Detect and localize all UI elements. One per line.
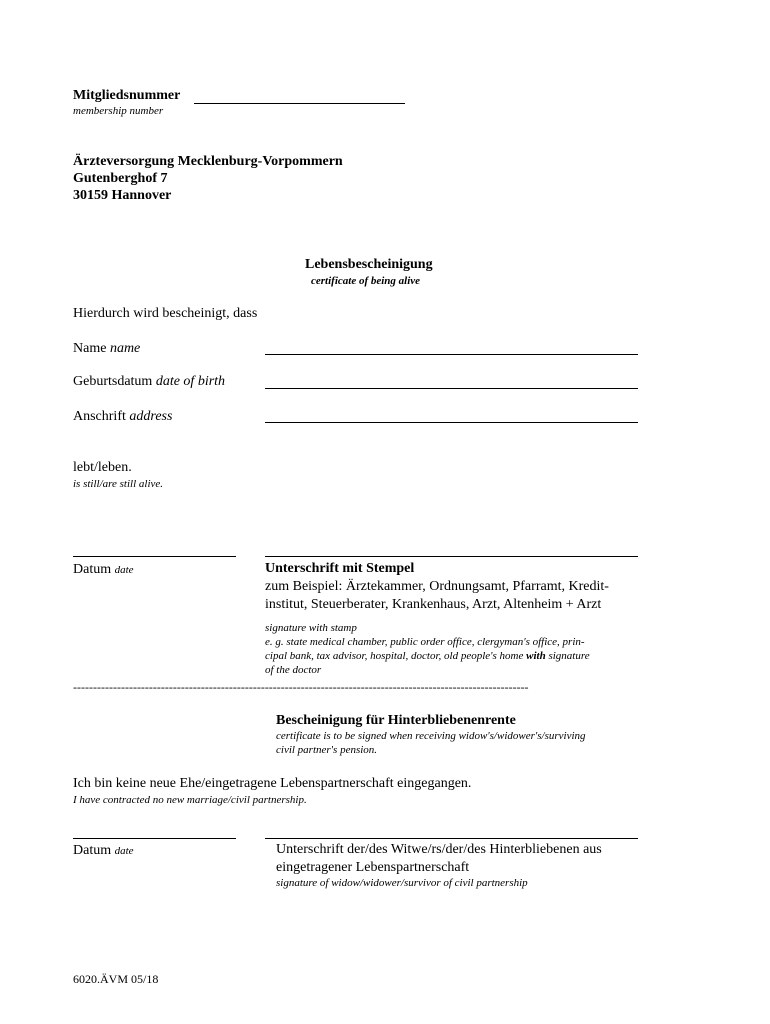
- date-label-1-de: Datum: [73, 562, 112, 577]
- address-line-3: 30159 Hannover: [73, 188, 172, 203]
- date-label-2-de: Datum: [73, 843, 112, 858]
- membership-number-label-en: membership number: [73, 105, 164, 117]
- name-field[interactable]: [265, 354, 638, 355]
- cut-separator: ------------------------------------------------------------------------------------------------------------------: [73, 680, 529, 694]
- signature-en-line-1: signature with stamp: [265, 622, 357, 634]
- signature-field-2[interactable]: [265, 838, 638, 839]
- birth-date-field[interactable]: [265, 388, 638, 389]
- survivor-signature-line-1: Unterschrift der/des Witwe/rs/der/des Hinterbliebenen aus: [276, 842, 602, 857]
- signature-en-line-3: [265, 650, 590, 662]
- survivor-en-line-2: civil partner's pension.: [276, 744, 378, 756]
- address-line-2: Gutenberghof 7: [73, 171, 168, 186]
- survivor-statement: Ich bin keine neue Ehe/eingetragene Lebenspartnerschaft eingegangen.: [73, 776, 472, 791]
- alive-text-en: is still/are still alive.: [73, 478, 164, 490]
- survivor-title: Bescheinigung für Hinterbliebenenrente: [276, 713, 516, 728]
- survivor-signature-line-2: eingetragener Lebenspartnerschaft: [276, 860, 470, 875]
- signature-en-line-3c: signature: [548, 650, 590, 662]
- name-label: [73, 341, 140, 357]
- signature-en-line-3a: cipal bank, tax advisor, hospital, doctor, old people's home: [265, 650, 524, 662]
- alive-text: lebt/leben.: [73, 460, 132, 475]
- address-label-de: Anschrift: [73, 409, 126, 424]
- date-label-2-en: date: [114, 845, 134, 857]
- birth-label: [73, 374, 225, 390]
- membership-number-line[interactable]: [194, 103, 405, 104]
- signature-en-line-3b: with: [526, 650, 546, 662]
- birth-label-de: Geburtsdatum: [73, 374, 153, 389]
- survivor-statement-en: I have contracted no new marriage/civil partnership.: [73, 794, 307, 806]
- date-label-1: [73, 562, 134, 578]
- signature-en-line-2: e. g. state medical chamber, public order office, clergyman's office, prin-: [265, 636, 585, 648]
- date-field-2[interactable]: [73, 838, 236, 839]
- signature-en-line-4: of the doctor: [265, 664, 322, 676]
- address-field[interactable]: [265, 422, 638, 423]
- page-title-en: certificate of being alive: [311, 275, 421, 287]
- address-line-1: Ärzteversorgung Mecklenburg-Vorpommern: [73, 154, 343, 169]
- signature-example-line-2: institut, Steuerberater, Krankenhaus, Arzt, Altenheim + Arzt: [265, 597, 602, 612]
- survivor-signature-en: signature of widow/widower/survivor of civil partnership: [276, 877, 528, 889]
- date-field-1[interactable]: [73, 556, 236, 557]
- signature-stamp-title: Unterschrift mit Stempel: [265, 561, 415, 576]
- date-label-1-en: date: [114, 564, 134, 576]
- birth-label-en: date of birth: [155, 374, 226, 389]
- name-label-en: name: [109, 341, 141, 356]
- address-label: [73, 409, 172, 425]
- page-title: Lebensbescheinigung: [305, 257, 433, 272]
- intro-text: Hierdurch wird bescheinigt, dass: [73, 306, 258, 321]
- membership-number-label: Mitgliedsnummer: [73, 88, 181, 103]
- signature-example-line-1: zum Beispiel: Ärztekammer, Ordnungsamt, Pfarramt, Kredit-: [265, 579, 609, 594]
- signature-field-1[interactable]: [265, 556, 638, 557]
- name-label-de: Name: [73, 341, 107, 356]
- address-label-en: address: [129, 409, 173, 424]
- date-label-2: [73, 843, 134, 859]
- survivor-en-line-1: certificate is to be signed when receiving widow's/widower's/surviving: [276, 730, 586, 742]
- form-number: 6020.ÄVM 05/18: [73, 972, 159, 986]
